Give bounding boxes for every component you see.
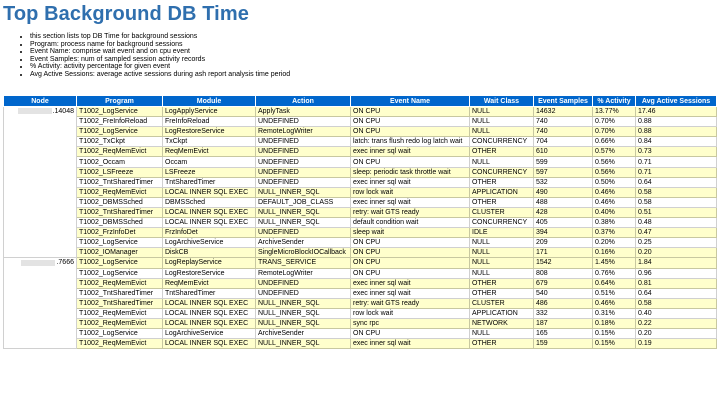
avg-active-sessions-cell: 0.51 xyxy=(636,207,717,217)
col-header-wait-class: Wait Class xyxy=(470,96,534,107)
event-name-cell: exec inner sql wait xyxy=(351,288,470,298)
activity-cell: 0.16% xyxy=(593,248,636,258)
col-header-action: Action xyxy=(256,96,351,107)
activity-cell: 0.56% xyxy=(593,157,636,167)
program-cell: T1002_LogService xyxy=(77,329,163,339)
table-row xyxy=(4,117,717,127)
node-label: .7666 xyxy=(56,259,74,267)
wait-class-cell: IDLE xyxy=(470,228,534,238)
avg-active-sessions-cell: 0.40 xyxy=(636,308,717,318)
activity-cell: 1.45% xyxy=(593,258,636,268)
activity-cell: 0.64% xyxy=(593,278,636,288)
col-header-event-name: Event Name xyxy=(351,96,470,107)
wait-class-cell: CONCURRENCY xyxy=(470,137,534,147)
table-row xyxy=(4,248,717,258)
module-cell: LSFreeze xyxy=(163,167,256,177)
program-cell: T1002_ReqMemEvict xyxy=(77,187,163,197)
col-header-module: Module xyxy=(163,96,256,107)
event-samples-cell: 540 xyxy=(534,288,593,298)
avg-active-sessions-cell: 0.64 xyxy=(636,288,717,298)
event-samples-cell: 159 xyxy=(534,339,593,349)
event-samples-cell: 740 xyxy=(534,127,593,137)
wait-class-cell: CONCURRENCY xyxy=(470,167,534,177)
redacted-host xyxy=(21,260,55,266)
action-cell: NULL_INNER_SQL xyxy=(256,298,351,308)
event-name-cell: exec inner sql wait xyxy=(351,278,470,288)
event-samples-cell: 488 xyxy=(534,197,593,207)
action-cell: UNDEFINED xyxy=(256,177,351,187)
action-cell: ArchiveSender xyxy=(256,329,351,339)
wait-class-cell: NULL xyxy=(470,238,534,248)
wait-class-cell: NULL xyxy=(470,117,534,127)
wait-class-cell: OTHER xyxy=(470,197,534,207)
module-cell: DBMSSched xyxy=(163,197,256,207)
activity-cell: 0.38% xyxy=(593,218,636,228)
table-row xyxy=(4,278,717,288)
activity-cell: 0.46% xyxy=(593,197,636,207)
module-cell: LogRestoreService xyxy=(163,127,256,137)
redacted-host xyxy=(18,108,52,114)
table-row xyxy=(4,268,717,278)
event-name-cell: sleep wait xyxy=(351,228,470,238)
program-cell: T1002_ReqMemEvict xyxy=(77,318,163,328)
program-cell: T1002_FrzInfoDet xyxy=(77,228,163,238)
module-cell: TntSharedTimer xyxy=(163,177,256,187)
action-cell: NULL_INNER_SQL xyxy=(256,339,351,349)
table-row xyxy=(4,258,717,268)
background-db-time-table xyxy=(3,95,717,349)
table-row xyxy=(4,147,717,157)
action-cell: NULL_INNER_SQL xyxy=(256,218,351,228)
event-samples-cell: 610 xyxy=(534,147,593,157)
activity-cell: 0.37% xyxy=(593,228,636,238)
program-cell: T1002_Occam xyxy=(77,157,163,167)
table-row xyxy=(4,228,717,238)
event-samples-cell: 171 xyxy=(534,248,593,258)
event-name-cell: retry: wait GTS ready xyxy=(351,207,470,217)
program-cell: T1002_TntSharedTimer xyxy=(77,288,163,298)
event-samples-cell: 14632 xyxy=(534,107,593,117)
action-cell: SingleMicroBlockIOCallback xyxy=(256,248,351,258)
module-cell: LOCAL INNER SQL EXEC xyxy=(163,318,256,328)
wait-class-cell: OTHER xyxy=(470,147,534,157)
table-body xyxy=(4,107,717,349)
wait-class-cell: NULL xyxy=(470,268,534,278)
program-cell: T1002_LogService xyxy=(77,268,163,278)
wait-class-cell: NULL xyxy=(470,157,534,167)
action-cell: UNDEFINED xyxy=(256,137,351,147)
module-cell: LOCAL INNER SQL EXEC xyxy=(163,207,256,217)
event-samples-cell: 808 xyxy=(534,268,593,278)
table-row xyxy=(4,339,717,349)
activity-cell: 0.40% xyxy=(593,207,636,217)
avg-active-sessions-cell: 0.22 xyxy=(636,318,717,328)
wait-class-cell: NULL xyxy=(470,107,534,117)
table-row xyxy=(4,218,717,228)
action-cell: ArchiveSender xyxy=(256,238,351,248)
note-item: • this section lists top DB Time for background sessions xyxy=(30,33,290,41)
event-name-cell: ON CPU xyxy=(351,268,470,278)
wait-class-cell: APPLICATION xyxy=(470,308,534,318)
event-name-cell: ON CPU xyxy=(351,157,470,167)
action-cell: NULL_INNER_SQL xyxy=(256,318,351,328)
activity-cell: 0.15% xyxy=(593,339,636,349)
table-row xyxy=(4,207,717,217)
event-samples-cell: 486 xyxy=(534,298,593,308)
table-row xyxy=(4,177,717,187)
event-name-cell: ON CPU xyxy=(351,117,470,127)
table-row xyxy=(4,157,717,167)
program-cell: T1002_TxCkpt xyxy=(77,137,163,147)
node-cell xyxy=(4,258,77,349)
avg-active-sessions-cell: 0.81 xyxy=(636,278,717,288)
avg-active-sessions-cell: 0.20 xyxy=(636,248,717,258)
program-cell: T1002_LogService xyxy=(77,127,163,137)
event-samples-cell: 597 xyxy=(534,167,593,177)
activity-cell: 0.70% xyxy=(593,127,636,137)
avg-active-sessions-cell: 0.96 xyxy=(636,268,717,278)
activity-cell: 13.77% xyxy=(593,107,636,117)
event-name-cell: default condition wait xyxy=(351,218,470,228)
action-cell: TRANS_SERVICE xyxy=(256,258,351,268)
module-cell: LogArchiveService xyxy=(163,238,256,248)
program-cell: T1002_ReqMemEvict xyxy=(77,147,163,157)
note-item: • Avg Active Sessions: average active sessions during ash report analysis time period xyxy=(30,71,290,79)
note-item: • Event Samples: num of sampled session activity records xyxy=(30,56,290,64)
event-samples-cell: 428 xyxy=(534,207,593,217)
program-cell: T1002_LogService xyxy=(77,258,163,268)
activity-cell: 0.31% xyxy=(593,308,636,318)
event-samples-cell: 165 xyxy=(534,329,593,339)
col-header-event-samples: Event Samples xyxy=(534,96,593,107)
event-samples-cell: 1542 xyxy=(534,258,593,268)
avg-active-sessions-cell: 0.47 xyxy=(636,228,717,238)
module-cell: TntSharedTimer xyxy=(163,288,256,298)
event-name-cell: row lock wait xyxy=(351,187,470,197)
action-cell: ApplyTask xyxy=(256,107,351,117)
wait-class-cell: OTHER xyxy=(470,177,534,187)
action-cell: UNDEFINED xyxy=(256,228,351,238)
activity-cell: 0.46% xyxy=(593,187,636,197)
event-samples-cell: 187 xyxy=(534,318,593,328)
action-cell: UNDEFINED xyxy=(256,147,351,157)
action-cell: NULL_INNER_SQL xyxy=(256,187,351,197)
table-row xyxy=(4,197,717,207)
action-cell: RemoteLogWriter xyxy=(256,127,351,137)
event-name-cell: ON CPU xyxy=(351,238,470,248)
action-cell: UNDEFINED xyxy=(256,117,351,127)
event-samples-cell: 704 xyxy=(534,137,593,147)
avg-active-sessions-cell: 0.48 xyxy=(636,218,717,228)
avg-active-sessions-cell: 1.84 xyxy=(636,258,717,268)
avg-active-sessions-cell: 0.88 xyxy=(636,117,717,127)
action-cell: DEFAULT_JOB_CLASS xyxy=(256,197,351,207)
action-cell: UNDEFINED xyxy=(256,157,351,167)
activity-cell: 0.50% xyxy=(593,177,636,187)
module-cell: ReqMemEvict xyxy=(163,147,256,157)
program-cell: T1002_TntSharedTimer xyxy=(77,177,163,187)
program-cell: T1002_ReqMemEvict xyxy=(77,278,163,288)
program-cell: T1002_ReqMemEvict xyxy=(77,308,163,318)
event-name-cell: latch: trans flush redo log latch wait xyxy=(351,137,470,147)
program-cell: T1002_FreInfoReload xyxy=(77,117,163,127)
table-row xyxy=(4,167,717,177)
activity-cell: 0.70% xyxy=(593,117,636,127)
col-header-program: Program xyxy=(77,96,163,107)
avg-active-sessions-cell: 0.73 xyxy=(636,147,717,157)
table-header-row xyxy=(4,96,717,107)
module-cell: LOCAL INNER SQL EXEC xyxy=(163,187,256,197)
avg-active-sessions-cell: 0.20 xyxy=(636,329,717,339)
module-cell: LOCAL INNER SQL EXEC xyxy=(163,308,256,318)
event-name-cell: row lock wait xyxy=(351,308,470,318)
wait-class-cell: NETWORK xyxy=(470,318,534,328)
program-cell: T1002_IOManager xyxy=(77,248,163,258)
activity-cell: 0.15% xyxy=(593,329,636,339)
wait-class-cell: CLUSTER xyxy=(470,207,534,217)
wait-class-cell: NULL xyxy=(470,127,534,137)
avg-active-sessions-cell: 0.58 xyxy=(636,197,717,207)
program-cell: T1002_TntSharedTimer xyxy=(77,298,163,308)
node-label: .14048 xyxy=(52,108,74,115)
event-name-cell: ON CPU xyxy=(351,329,470,339)
event-name-cell: exec inner sql wait xyxy=(351,147,470,157)
module-cell: LogRestoreService xyxy=(163,268,256,278)
event-samples-cell: 679 xyxy=(534,278,593,288)
program-cell: T1002_TntSharedTimer xyxy=(77,207,163,217)
table-row xyxy=(4,298,717,308)
module-cell: LOCAL INNER SQL EXEC xyxy=(163,339,256,349)
action-cell: UNDEFINED xyxy=(256,167,351,177)
table-row xyxy=(4,107,717,117)
avg-active-sessions-cell: 0.71 xyxy=(636,157,717,167)
module-cell: Occam xyxy=(163,157,256,167)
avg-active-sessions-cell: 0.58 xyxy=(636,187,717,197)
table-row xyxy=(4,238,717,248)
module-cell: ReqMemEvict xyxy=(163,278,256,288)
event-samples-cell: 532 xyxy=(534,177,593,187)
module-cell: LogApplyService xyxy=(163,107,256,117)
table-row xyxy=(4,288,717,298)
activity-cell: 0.51% xyxy=(593,288,636,298)
notes-list xyxy=(17,33,290,79)
avg-active-sessions-cell: 0.64 xyxy=(636,177,717,187)
note-item: • Program: process name for background sessions xyxy=(30,41,290,49)
program-cell: T1002_DBMSSched xyxy=(77,218,163,228)
wait-class-cell: OTHER xyxy=(470,339,534,349)
avg-active-sessions-cell: 17.46 xyxy=(636,107,717,117)
module-cell: LOCAL INNER SQL EXEC xyxy=(163,218,256,228)
action-cell: NULL_INNER_SQL xyxy=(256,207,351,217)
program-cell: T1002_LSFreeze xyxy=(77,167,163,177)
activity-cell: 0.66% xyxy=(593,137,636,147)
event-name-cell: sleep: periodic task throttle wait xyxy=(351,167,470,177)
event-name-cell: sync rpc xyxy=(351,318,470,328)
wait-class-cell: NULL xyxy=(470,258,534,268)
activity-cell: 0.57% xyxy=(593,147,636,157)
action-cell: RemoteLogWriter xyxy=(256,268,351,278)
module-cell: DiskCB xyxy=(163,248,256,258)
event-name-cell: exec inner sql wait xyxy=(351,197,470,207)
note-item: • Event Name: comprise wait event and on cpu event xyxy=(30,48,290,56)
note-item: • % Activity: activity percentage for given event xyxy=(30,63,290,71)
event-samples-cell: 740 xyxy=(534,117,593,127)
event-name-cell: ON CPU xyxy=(351,107,470,117)
wait-class-cell: NULL xyxy=(470,248,534,258)
table-row xyxy=(4,137,717,147)
event-samples-cell: 209 xyxy=(534,238,593,248)
page-title: Top Background DB Time xyxy=(3,3,249,25)
wait-class-cell: CONCURRENCY xyxy=(470,218,534,228)
table-row xyxy=(4,308,717,318)
activity-cell: 0.20% xyxy=(593,238,636,248)
event-samples-cell: 490 xyxy=(534,187,593,197)
table-row xyxy=(4,329,717,339)
program-cell: T1002_DBMSSched xyxy=(77,197,163,207)
wait-class-cell: NULL xyxy=(470,329,534,339)
program-cell: T1002_LogService xyxy=(77,238,163,248)
module-cell: TxCkpt xyxy=(163,137,256,147)
module-cell: LogArchiveService xyxy=(163,329,256,339)
wait-class-cell: APPLICATION xyxy=(470,187,534,197)
action-cell: UNDEFINED xyxy=(256,288,351,298)
table-row xyxy=(4,187,717,197)
event-name-cell: ON CPU xyxy=(351,258,470,268)
col-header-node: Node xyxy=(4,96,77,107)
event-name-cell: exec inner sql wait xyxy=(351,339,470,349)
col-header-avg-active-sessions: Avg Active Sessions xyxy=(636,96,717,107)
col-header-activity: % Activity xyxy=(593,96,636,107)
program-cell: T1002_ReqMemEvict xyxy=(77,339,163,349)
wait-class-cell: OTHER xyxy=(470,288,534,298)
program-cell: T1002_LogService xyxy=(77,107,163,117)
avg-active-sessions-cell: 0.71 xyxy=(636,167,717,177)
activity-cell: 0.56% xyxy=(593,167,636,177)
avg-active-sessions-cell: 0.58 xyxy=(636,298,717,308)
module-cell: FreInfoReload xyxy=(163,117,256,127)
event-name-cell: retry: wait GTS ready xyxy=(351,298,470,308)
event-name-cell: ON CPU xyxy=(351,248,470,258)
activity-cell: 0.18% xyxy=(593,318,636,328)
action-cell: UNDEFINED xyxy=(256,278,351,288)
node-cell xyxy=(4,107,77,258)
wait-class-cell: CLUSTER xyxy=(470,298,534,308)
avg-active-sessions-cell: 0.84 xyxy=(636,137,717,147)
table-row xyxy=(4,318,717,328)
event-name-cell: ON CPU xyxy=(351,127,470,137)
table-row xyxy=(4,127,717,137)
activity-cell: 0.76% xyxy=(593,268,636,278)
module-cell: FrzInfoDet xyxy=(163,228,256,238)
event-samples-cell: 332 xyxy=(534,308,593,318)
avg-active-sessions-cell: 0.19 xyxy=(636,339,717,349)
event-samples-cell: 405 xyxy=(534,218,593,228)
wait-class-cell: OTHER xyxy=(470,278,534,288)
avg-active-sessions-cell: 0.88 xyxy=(636,127,717,137)
avg-active-sessions-cell: 0.25 xyxy=(636,238,717,248)
event-samples-cell: 394 xyxy=(534,228,593,238)
action-cell: NULL_INNER_SQL xyxy=(256,308,351,318)
module-cell: LOCAL INNER SQL EXEC xyxy=(163,298,256,308)
module-cell: LogReplayService xyxy=(163,258,256,268)
event-samples-cell: 599 xyxy=(534,157,593,167)
event-name-cell: exec inner sql wait xyxy=(351,177,470,187)
activity-cell: 0.46% xyxy=(593,298,636,308)
